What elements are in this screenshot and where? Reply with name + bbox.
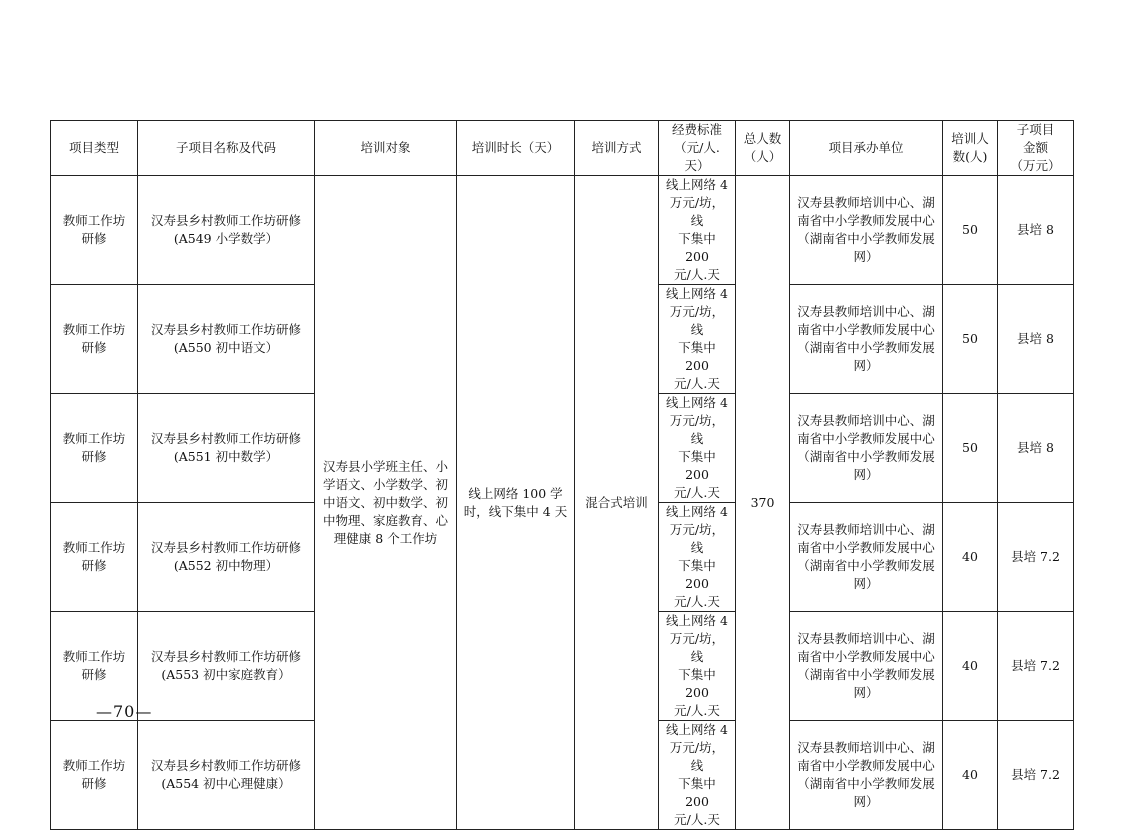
header-subproject-amount: 子项目 金额 （万元） [998,121,1074,176]
header-total-people: 总人数 （人） [736,121,790,176]
fee-standard-cell: 线上网络 4 万元/坊，线 下集中 200 元/人.天 [659,612,736,721]
header-subproject-name: 子项目名称及代码 [138,121,315,176]
fee-standard-cell: 线上网络 4 万元/坊，线 下集中 200 元/人.天 [659,721,736,830]
project-type-cell: 教师工作坊研修 [51,721,138,830]
subproject-amount-cell: 县培 8 [998,285,1074,394]
organizer-cell: 汉寿县教师培训中心、湖南省中小学教师发展中心（湖南省中小学教师发展网） [790,721,943,830]
trainee-count-cell: 40 [943,612,998,721]
subproject-name-cell: 汉寿县乡村教师工作坊研修 (A551 初中数学） [138,394,315,503]
header-row [51,121,1074,176]
project-type-cell: 教师工作坊研修 [51,394,138,503]
trainee-count-cell: 50 [943,394,998,503]
trainee-count-cell: 50 [943,176,998,285]
subproject-name-cell: 汉寿县乡村教师工作坊研修 (A549 小学数学） [138,176,315,285]
fee-standard-cell: 线上网络 4 万元/坊，线 下集中 200 元/人.天 [659,176,736,285]
header-organizer: 项目承办单位 [790,121,943,176]
subproject-name-cell: 汉寿县乡村教师工作坊研修 (A552 初中物理） [138,503,315,612]
subproject-amount-cell: 县培 7.2 [998,503,1074,612]
organizer-cell: 汉寿县教师培训中心、湖南省中小学教师发展中心（湖南省中小学教师发展网） [790,394,943,503]
subproject-name-cell: 汉寿县乡村教师工作坊研修 (A553 初中家庭教育） [138,612,315,721]
project-type-cell: 教师工作坊研修 [51,503,138,612]
training-method-cell: 混合式培训 [575,176,659,830]
organizer-cell: 汉寿县教师培训中心、湖南省中小学教师发展中心（湖南省中小学教师发展网） [790,503,943,612]
subproject-amount-cell: 县培 7.2 [998,721,1074,830]
training-duration-cell: 线上网络 100 学时，线下集中 4 天 [457,176,575,830]
project-table [50,120,1074,830]
trainee-count-cell: 50 [943,285,998,394]
organizer-cell: 汉寿县教师培训中心、湖南省中小学教师发展中心（湖南省中小学教师发展网） [790,176,943,285]
project-type-cell: 教师工作坊研修 [51,176,138,285]
fee-standard-cell: 线上网络 4 万元/坊，线 下集中 200 元/人.天 [659,285,736,394]
training-target-cell: 汉寿县小学班主任、小学语文、小学数学、初中语文、初中数学、初中物理、家庭教育、心理健康 8 个工作坊 [315,176,457,830]
total-people-cell: 370 [736,176,790,830]
subproject-name-cell: 汉寿县乡村教师工作坊研修 (A554 初中心理健康） [138,721,315,830]
header-project-type: 项目类型 [51,121,138,176]
project-type-cell: 教师工作坊研修 [51,612,138,721]
table-row [51,176,1074,285]
fee-standard-cell: 线上网络 4 万元/坊，线 下集中 200 元/人.天 [659,394,736,503]
header-training-duration: 培训时长（天） [457,121,575,176]
header-trainee-count: 培训人 数(人) [943,121,998,176]
organizer-cell: 汉寿县教师培训中心、湖南省中小学教师发展中心（湖南省中小学教师发展网） [790,612,943,721]
project-type-cell: 教师工作坊研修 [51,285,138,394]
subproject-amount-cell: 县培 7.2 [998,612,1074,721]
header-training-target: 培训对象 [315,121,457,176]
subproject-name-cell: 汉寿县乡村教师工作坊研修 (A550 初中语文） [138,285,315,394]
trainee-count-cell: 40 [943,503,998,612]
page-number: —70— [96,702,153,721]
subproject-amount-cell: 县培 8 [998,176,1074,285]
header-training-method: 培训方式 [575,121,659,176]
header-fee-standard: 经费标准 （元/人. 天） [659,121,736,176]
trainee-count-cell: 40 [943,721,998,830]
subproject-amount-cell: 县培 8 [998,394,1074,503]
fee-standard-cell: 线上网络 4 万元/坊，线 下集中 200 元/人.天 [659,503,736,612]
organizer-cell: 汉寿县教师培训中心、湖南省中小学教师发展中心（湖南省中小学教师发展网） [790,285,943,394]
